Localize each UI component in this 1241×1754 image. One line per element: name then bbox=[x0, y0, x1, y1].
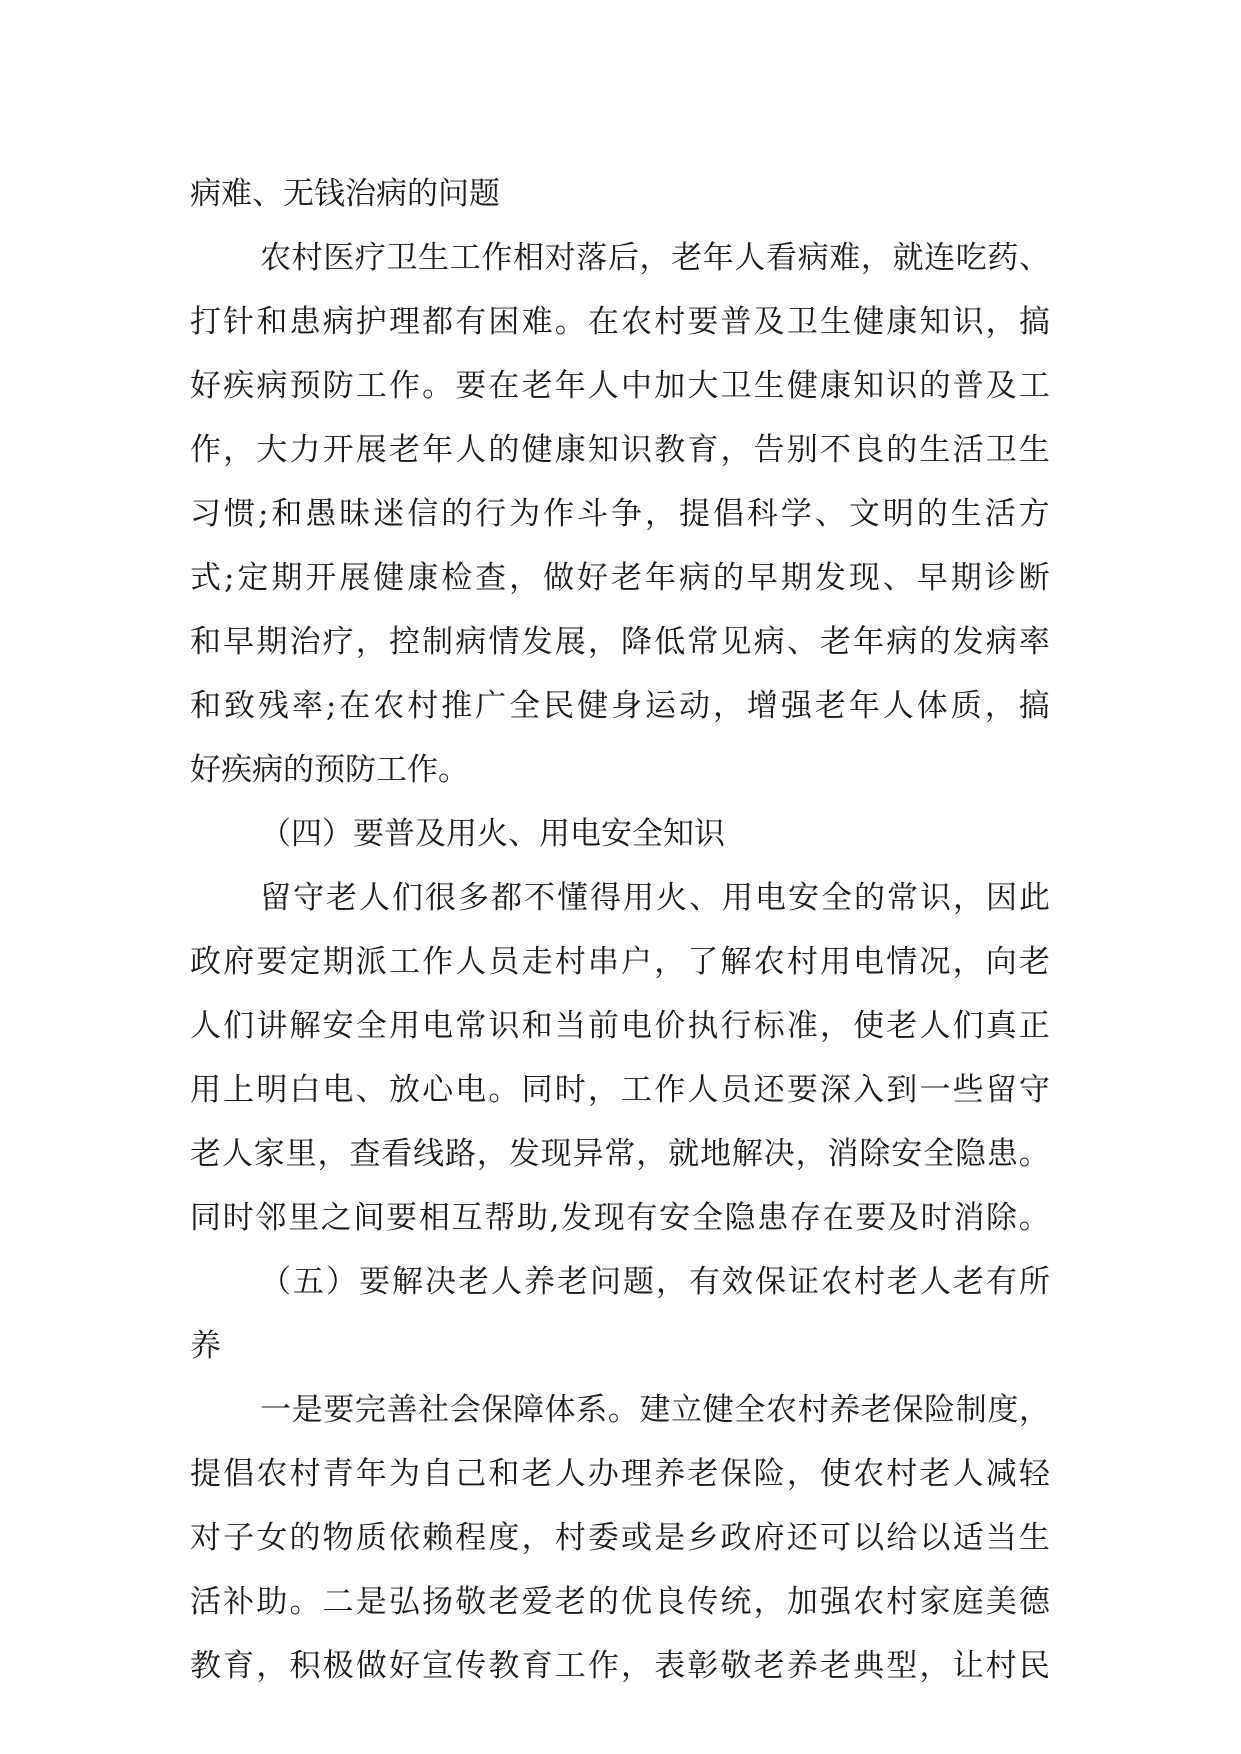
text-line: 人 们 讲 解 安 全 用 电 常 识 和 当 前 电 价 执 行 标 准 ， 使 老 人 们 真 正 bbox=[190, 1008, 1050, 1044]
text-line: （ 五 ） 要 解 决 老 人 养 老 问 题 ， 有 效 保 证 农 村 老 人 老 有 所 bbox=[260, 1264, 1050, 1300]
document-body bbox=[190, 162, 1050, 1698]
text-line: 活 补 助 。 二 是 弘 扬 敬 老 爱 老 的 优 良 传 统 ， 加 强 农 村 家 庭 美 德 bbox=[190, 1584, 1050, 1620]
text-line: 提 倡 农 村 青 年 为 自 己 和 老 人 办 理 养 老 保 险 ， 使 农 村 老 人 减 轻 bbox=[190, 1456, 1050, 1492]
text-line: 同 时 邻 里 之 间 要 相 互 帮 助 , 发 现 有 安 全 隐 患 存 在 要 及 时 消 除 。 bbox=[190, 1200, 1050, 1236]
text-line: 养 bbox=[190, 1328, 221, 1364]
text-line: 老 人 家 里 ， 查 看 线 路 ， 发 现 异 常 ， 就 地 解 决 ， 消 除 安 全 隐 患 。 bbox=[190, 1136, 1050, 1172]
text-line: 作 ， 大 力 开 展 老 年 人 的 健 康 知 识 教 育 ， 告 别 不 良 的 生 活 卫 生 bbox=[190, 432, 1050, 468]
text-line: 习 惯 ; 和 愚 昧 迷 信 的 行 为 作 斗 争 ， 提 倡 科 学 、 文 明 的 生 活 方 bbox=[190, 496, 1050, 532]
text-line: 和 致 残 率 ; 在 农 村 推 广 全 民 健 身 运 动 ， 增 强 老 年 人 体 质 ， 搞 bbox=[190, 688, 1050, 724]
text-line: 留 守 老 人 们 很 多 都 不 懂 得 用 火 、 用 电 安 全 的 常 识 ， 因 此 bbox=[260, 880, 1050, 916]
text-line: 好 疾 病 预 防 工 作 。 要 在 老 年 人 中 加 大 卫 生 健 康 知 识 的 普 及 工 bbox=[190, 368, 1050, 404]
text-line: 一 是 要 完 善 社 会 保 障 体 系 。 建 立 健 全 农 村 养 老 保 险 制 度 ， bbox=[260, 1392, 1050, 1428]
text-line: （四）要普及用火、用电安全知识 bbox=[260, 816, 725, 852]
text-line: 农 村 医 疗 卫 生 工 作 相 对 落 后 ， 老 年 人 看 病 难 ， 就 连 吃 药 、 bbox=[260, 240, 1050, 276]
text-line: 好疾病的预防工作。 bbox=[190, 752, 469, 788]
text-line: 打 针 和 患 病 护 理 都 有 困 难 。 在 农 村 要 普 及 卫 生 健 康 知 识 ， 搞 bbox=[190, 304, 1050, 340]
text-line: 政 府 要 定 期 派 工 作 人 员 走 村 串 户 ， 了 解 农 村 用 电 情 况 ， 向 老 bbox=[190, 944, 1050, 980]
text-line: 病难、无钱治病的问题 bbox=[190, 176, 500, 212]
text-line: 式 ; 定 期 开 展 健 康 检 查 ， 做 好 老 年 病 的 早 期 发 现 、 早 期 诊 断 bbox=[190, 560, 1050, 596]
text-line: 教 育 ， 积 极 做 好 宣 传 教 育 工 作 ， 表 彰 敬 老 养 老 典 型 ， 让 村 民 bbox=[190, 1648, 1050, 1684]
text-line: 和 早 期 治 疗 ， 控 制 病 情 发 展 ， 降 低 常 见 病 、 老 年 病 的 发 病 率 bbox=[190, 624, 1050, 660]
text-line: 对 子 女 的 物 质 依 赖 程 度 ， 村 委 或 是 乡 政 府 还 可 以 给 以 适 当 生 bbox=[190, 1520, 1050, 1556]
text-line: 用 上 明 白 电 、 放 心 电 。 同 时 ， 工 作 人 员 还 要 深 入 到 一 些 留 守 bbox=[190, 1072, 1050, 1108]
